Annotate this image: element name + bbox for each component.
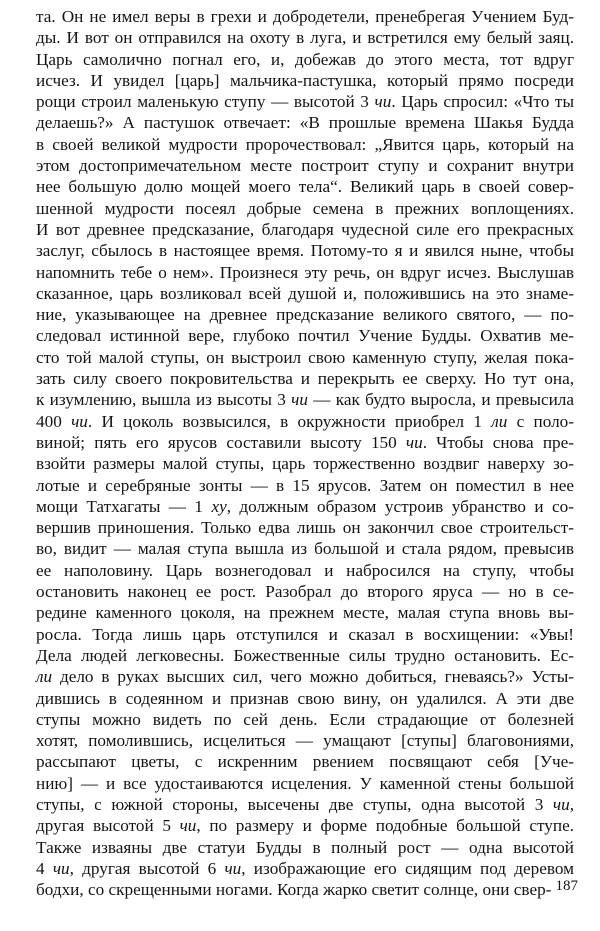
text-line: сказанное, царь возликовал всей душой и, положившись на это знаме-	[36, 283, 574, 303]
text-line: ступы, с южной стороны, высечены две ступы, одна высотой 3 чи,	[36, 794, 574, 814]
page-number: 187	[555, 878, 578, 894]
text-line: дившись в содеянном и признав свою вину, он удалился. А эти две	[36, 688, 574, 708]
text-line: нее большую долю мощей моего тела“. Великий царь в своей совер-	[36, 177, 574, 197]
text-line: в своей великой мудрости пророчествовал: „Явится царь, который на	[36, 134, 574, 154]
text-line: во, видит — малая ступа вышла из большой и стала рядом, превысив	[36, 539, 574, 559]
text-line: И вот древнее предсказание, благодаря чудесной силе его прекрасных	[36, 219, 574, 239]
text-line: зать силу своего покровительства и перекрыть ее сверху. Но тут она,	[36, 369, 574, 389]
text-line: мощи Татхагаты — 1 ху, должным образом устроив убранство и со-	[36, 496, 574, 516]
text-line: напомнить тебе о нем». Произнеся эту речь, он вдруг исчез. Выслушав	[36, 262, 574, 282]
text-line: ступы можно видеть по сей день. Если страдающие от болезней	[36, 709, 574, 729]
text-line: ее наполовину. Царь вознегодовал и набросился на ступу, чтобы	[36, 560, 574, 580]
text-line: Дела людей легковесны. Божественные силы трудно остановить. Ес-	[36, 645, 574, 665]
text-line: хотят, помолившись, исцелиться — умащают [ступы] благовониями,	[36, 731, 574, 751]
text-line: ли дело в руках высших сил, чего можно добиться, гневаясь?» Усты-	[36, 667, 574, 687]
text-line: шенной мудрости посеял добрые семена в прежних воплощениях.	[36, 198, 574, 218]
body-text	[36, 6, 574, 900]
text-line: сто той малой ступы, он выстроил свою каменную ступу, желая пока-	[36, 347, 574, 367]
text-line: Также изваяны две статуи Будды в полный рост — одна высотой	[36, 837, 574, 857]
text-line: нию] — и все удостаиваются исцеления. У каменной стены большой	[36, 773, 574, 793]
text-line: исчез. И увидел [царь] мальчика-пастушка, который прямо посреди	[36, 70, 574, 90]
text-line: рощи строил маленькую ступу — высотой 3 чи. Царь спросил: «Что ты	[36, 92, 574, 112]
text-line: рассыпают цветы, с искренним рвением посвящают себя [Уче-	[36, 752, 574, 772]
text-line: редине каменного цоколя, на прежнем месте, малая ступа вновь вы-	[36, 603, 574, 623]
text-line: делаешь?» А пастушок отвечает: «В прошлые времена Шакья Будда	[36, 113, 574, 133]
text-line: росла. Тогда лишь царь отступился и сказал в восхищении: «Увы!	[36, 624, 574, 644]
text-line: взойти размеры малой ступы, царь торжественно воздвиг наверху зо-	[36, 454, 574, 474]
text-line: к изумлению, вышла из высоты 3 чи — как будто выросла, и превысила	[36, 390, 574, 410]
text-line: следовал истинной вере, глубоко почтил Учение Будды. Охватив ме-	[36, 326, 574, 346]
text-line: та. Он не имел веры в грехи и добродетели, пренебрегая Учением Буд-	[36, 7, 574, 26]
text-line: 400 чи. И цоколь возвысился, в окружности приобрел 1 ли с поло-	[36, 411, 574, 431]
text-line: бодхи, со скрещенными ногами. Когда жарко светит солнце, они свер-	[36, 880, 552, 900]
text-line: ды. И вот он отправился на охоту в луга, и встретился ему белый заяц.	[36, 28, 574, 48]
text-line: другая высотой 5 чи, по размеру и форме подобные большой ступе.	[36, 816, 575, 836]
text-line: заслуг, сбылось в настоящее время. Потому-то я и явился ныне, чтобы	[36, 241, 574, 261]
text-line: этом достопримечательном месте построит ступу и сохранит внутри	[36, 156, 574, 176]
text-line: остановить наконец ее рост. Разобрал до второго яруса — но в се-	[36, 582, 574, 602]
text-line: виной; пять его ярусов составили высоту 150 чи. Чтобы снова пре-	[36, 432, 574, 452]
text-line: 4 чи, другая высотой 6 чи, изображающие его сидящим под деревом	[36, 858, 575, 878]
text-line: ние, указывающее на древнее предсказание великого святого, — по-	[36, 305, 574, 325]
text-line: лотые и серебряные зонты — в 15 ярусов. Затем он поместил в нее	[36, 475, 574, 495]
text-line: Царь самолично погнал его, и, добежав до этого места, тот вдруг	[36, 49, 574, 69]
text-line: вершив приношения. Только едва лишь он закончил свое строительст-	[36, 518, 574, 538]
